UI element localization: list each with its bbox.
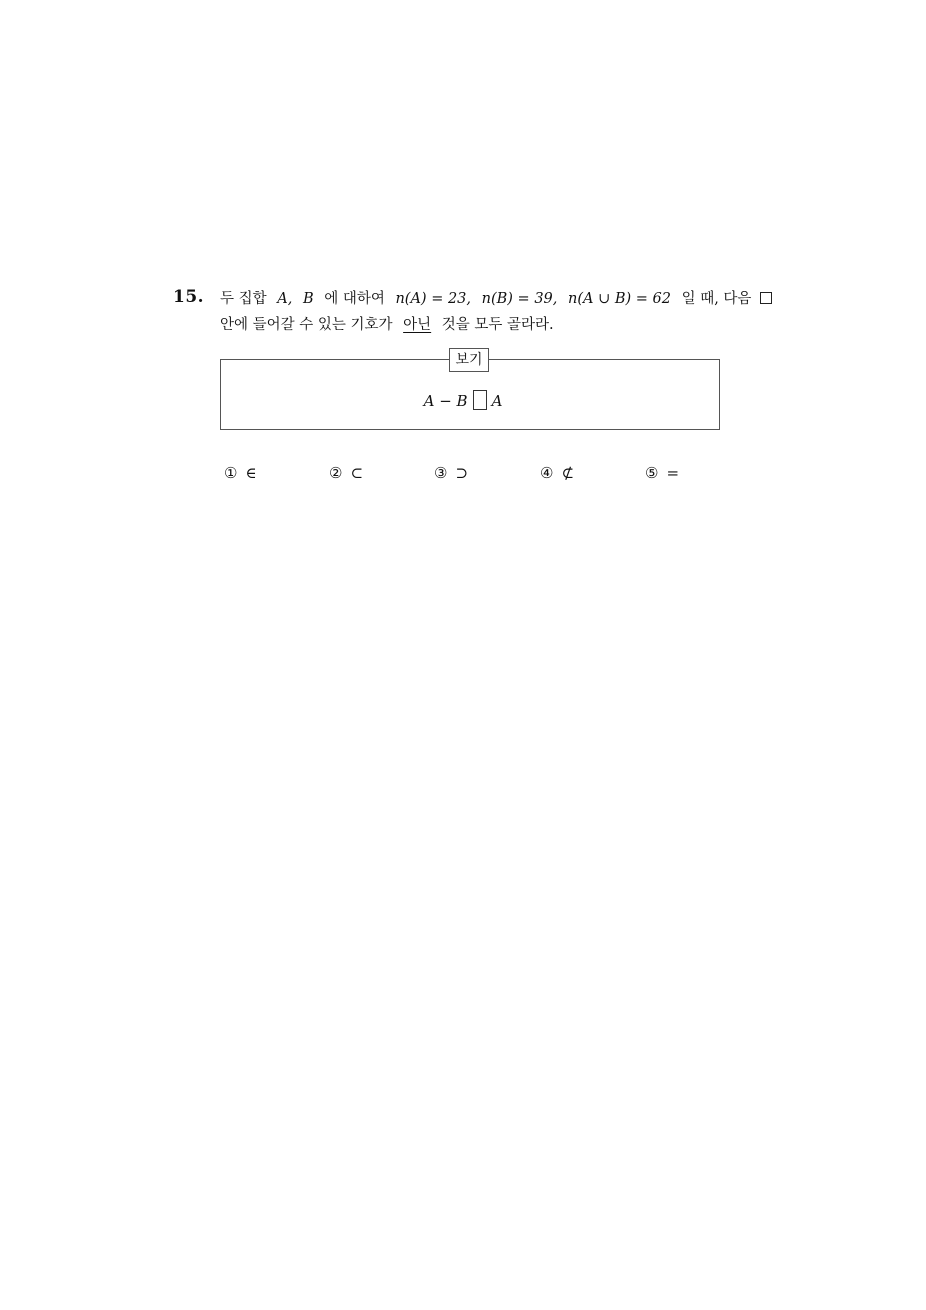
problem-stem-line-2 — [220, 315, 554, 335]
stem-text: 두 집합 — [220, 291, 267, 307]
choice-number: ① — [224, 464, 238, 482]
choice-number: ④ — [540, 464, 554, 482]
stem-text: 것을 모두 골라라. — [441, 317, 554, 333]
choice-symbol: ∈ — [245, 464, 257, 482]
stem-text: 일 때, 다음 — [681, 291, 752, 307]
choice-number: ⑤ — [645, 464, 659, 482]
choice-5[interactable] — [645, 463, 679, 483]
choice-symbol: ⊄ — [561, 464, 575, 482]
choice-number: ② — [329, 464, 343, 482]
condition-nb: n(B) = 39, — [481, 291, 558, 307]
problem-stem-line-1 — [220, 289, 772, 309]
stem-text: 안에 들어갈 수 있는 기호가 — [220, 317, 393, 333]
expression-blank-box — [473, 390, 487, 410]
set-a-symbol: A, — [277, 291, 293, 307]
stem-text: 에 대하여 — [324, 291, 385, 307]
blank-square-icon — [760, 292, 772, 304]
choice-2[interactable] — [329, 463, 363, 483]
choice-3[interactable] — [434, 463, 468, 483]
choice-1[interactable] — [224, 463, 257, 483]
problem-number: 15. — [173, 287, 205, 307]
condition-n-union: n(A ∪ B) = 62 — [568, 291, 671, 307]
expression-left: A − B — [423, 392, 468, 410]
condition-na: n(A) = 23, — [395, 291, 472, 307]
answer-choices — [0, 463, 926, 485]
choice-4[interactable] — [540, 463, 574, 483]
choice-symbol: = — [666, 464, 680, 482]
example-expression — [0, 390, 926, 411]
choice-symbol: ⊂ — [350, 464, 364, 482]
choice-number: ③ — [434, 464, 448, 482]
expression-right: A — [491, 392, 503, 410]
set-b-symbol: B — [302, 291, 314, 307]
choice-symbol: ⊃ — [455, 464, 469, 482]
example-tag: 보기 — [449, 348, 489, 372]
emphasis-not: 아닌 — [403, 317, 432, 333]
